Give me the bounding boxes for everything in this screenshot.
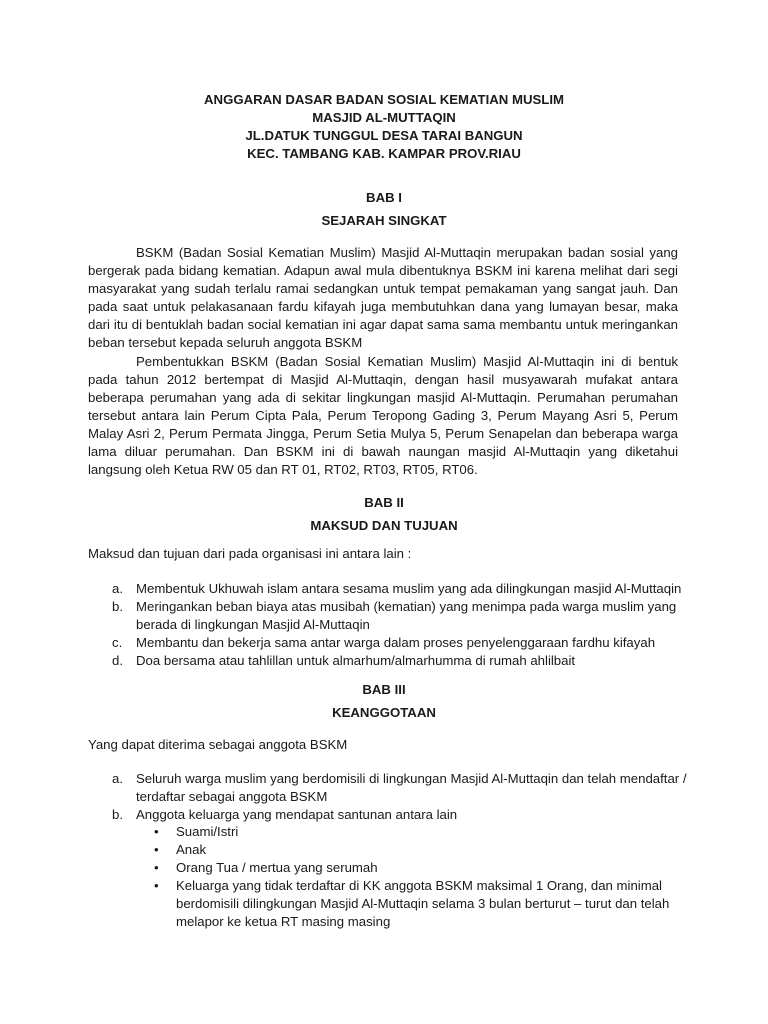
bab3-title: KEANGGOTAAN [332, 705, 436, 720]
list-item [88, 634, 688, 652]
list-item [88, 806, 688, 824]
list-item [88, 598, 688, 634]
bullet-item [136, 841, 676, 859]
bab2-title: MAKSUD DAN TUJUAN [310, 518, 458, 533]
list-marker: b. [112, 599, 123, 614]
list-item [88, 652, 688, 670]
bullet-item-text: Suami/Istri [176, 824, 239, 839]
bab2-intro: Maksud dan tujuan dari pada organisasi ini antara lain : [88, 546, 412, 561]
list-item [88, 580, 688, 598]
list-item-text: Seluruh warga muslim yang berdomisili di lingkungan Masjid Al-Muttaqin dan telah mendaftar / terdaftar sebagai anggota BSKM [136, 771, 687, 804]
list-marker: b. [112, 807, 123, 822]
document-title [0, 91, 768, 163]
bullet-item [136, 859, 676, 877]
bab1-paragraph-2: Pembentukkan BSKM (Badan Sosial Kematian Muslim) Masjid Al-Muttaqin ini di bentuk pada tahun 2012 bertempat di Masjid Al-Muttaqin, dengan hasil musyawarah mufakat antara beberapa perumahan yang ada di sekitar lingkungan masjid Al-Muttaqin. Perumahan perumahan tersebut antara lain Perum Cipta Pala, Perum Teropong Gading 3, Perum Mayang Asri 5, Perum Malay Asri 2, Perum Permata Jingga, Perum Setia Mulya 5, Perum Senapelan dan beberapa warga lama diluar perumahan. Dan BSKM ini di bawah naungan masjid Al-Muttaqin yang diketahui langsung oleh Ketua RW 05 dan RT 01, RT02, RT03, RT05, RT06. [88, 354, 678, 477]
list-item-text: Membentuk Ukhuwah islam antara sesama muslim yang ada dilingkungan masjid Al-Muttaqin [136, 581, 682, 596]
bab1-number: BAB I [366, 190, 402, 205]
title-line-2: MASJID AL-MUTTAQIN [312, 110, 456, 125]
bullet-item-text: Anak [176, 842, 207, 857]
bullet-item-text: Keluarga yang tidak terdaftar di KK anggota BSKM maksimal 1 Orang, dan minimal berdomisili dilingkungan Masjid Al-Muttaqin selama 3 bulan berturut – turut dan telah melapor ke ketua RT masing masing [176, 878, 670, 929]
bab1-title: SEJARAH SINGKAT [321, 213, 447, 228]
bullet-item-text: Orang Tua / mertua yang serumah [176, 860, 378, 875]
list-item-text: Doa bersama atau tahlillan untuk almarhum/almarhumma di rumah ahlilbait [136, 653, 576, 668]
bullet-item [136, 823, 676, 841]
list-item-text: Membantu dan bekerja sama antar warga dalam proses penyelenggaraan fardhu kifayah [136, 635, 656, 650]
list-marker: d. [112, 653, 123, 668]
bab2-heading [0, 494, 768, 535]
list-marker: a. [112, 581, 123, 596]
bab2-number: BAB II [364, 495, 404, 510]
list-marker: a. [112, 771, 123, 786]
bab3-heading [0, 681, 768, 722]
bab1-heading [0, 189, 768, 230]
title-line-1: ANGGARAN DASAR BADAN SOSIAL KEMATIAN MUSLIM [204, 92, 564, 107]
bullet-icon: • [154, 824, 159, 839]
list-item-text: Meringankan beban biaya atas musibah (kematian) yang menimpa pada warga muslim yang berada di lingkungan Masjid Al-Muttaqin [136, 599, 677, 632]
bullet-icon: • [154, 842, 159, 857]
title-line-3: JL.DATUK TUNGGUL DESA TARAI BANGUN [245, 128, 523, 143]
list-marker: c. [112, 635, 123, 650]
bab1-paragraph-1: BSKM (Badan Sosial Kematian Muslim) Masjid Al-Muttaqin merupakan badan sosial yang bergerak pada bidang kematian. Adapun awal mula dibentuknya BSKM ini karena melihat dari segi masyarakat yang sudah terlalu ramai sedangkan untuk tempat pemakaman yang sangat jauh. Dan pada saat untuk pelakasanaan fardu kifayah juga membutuhkan dana yang lumayan besar, maka dari itu di bentuklah badan social kematian ini agar dapat sama sama membantu untuk meringankan beban tersebut kepada seluruh anggota BSKM [88, 245, 678, 350]
bab3-list [88, 770, 688, 824]
bab3-intro: Yang dapat diterima sebagai anggota BSKM [88, 737, 348, 752]
list-item-text: Anggota keluarga yang mendapat santunan antara lain [136, 807, 458, 822]
bullet-item [136, 877, 676, 931]
bab2-list [88, 580, 688, 670]
bab3-number: BAB III [362, 682, 406, 697]
bullet-icon: • [154, 878, 159, 893]
title-line-4: KEC. TAMBANG KAB. KAMPAR PROV.RIAU [247, 146, 521, 161]
list-item [88, 770, 688, 806]
bab3-bullet-list [136, 823, 676, 931]
bullet-icon: • [154, 860, 159, 875]
